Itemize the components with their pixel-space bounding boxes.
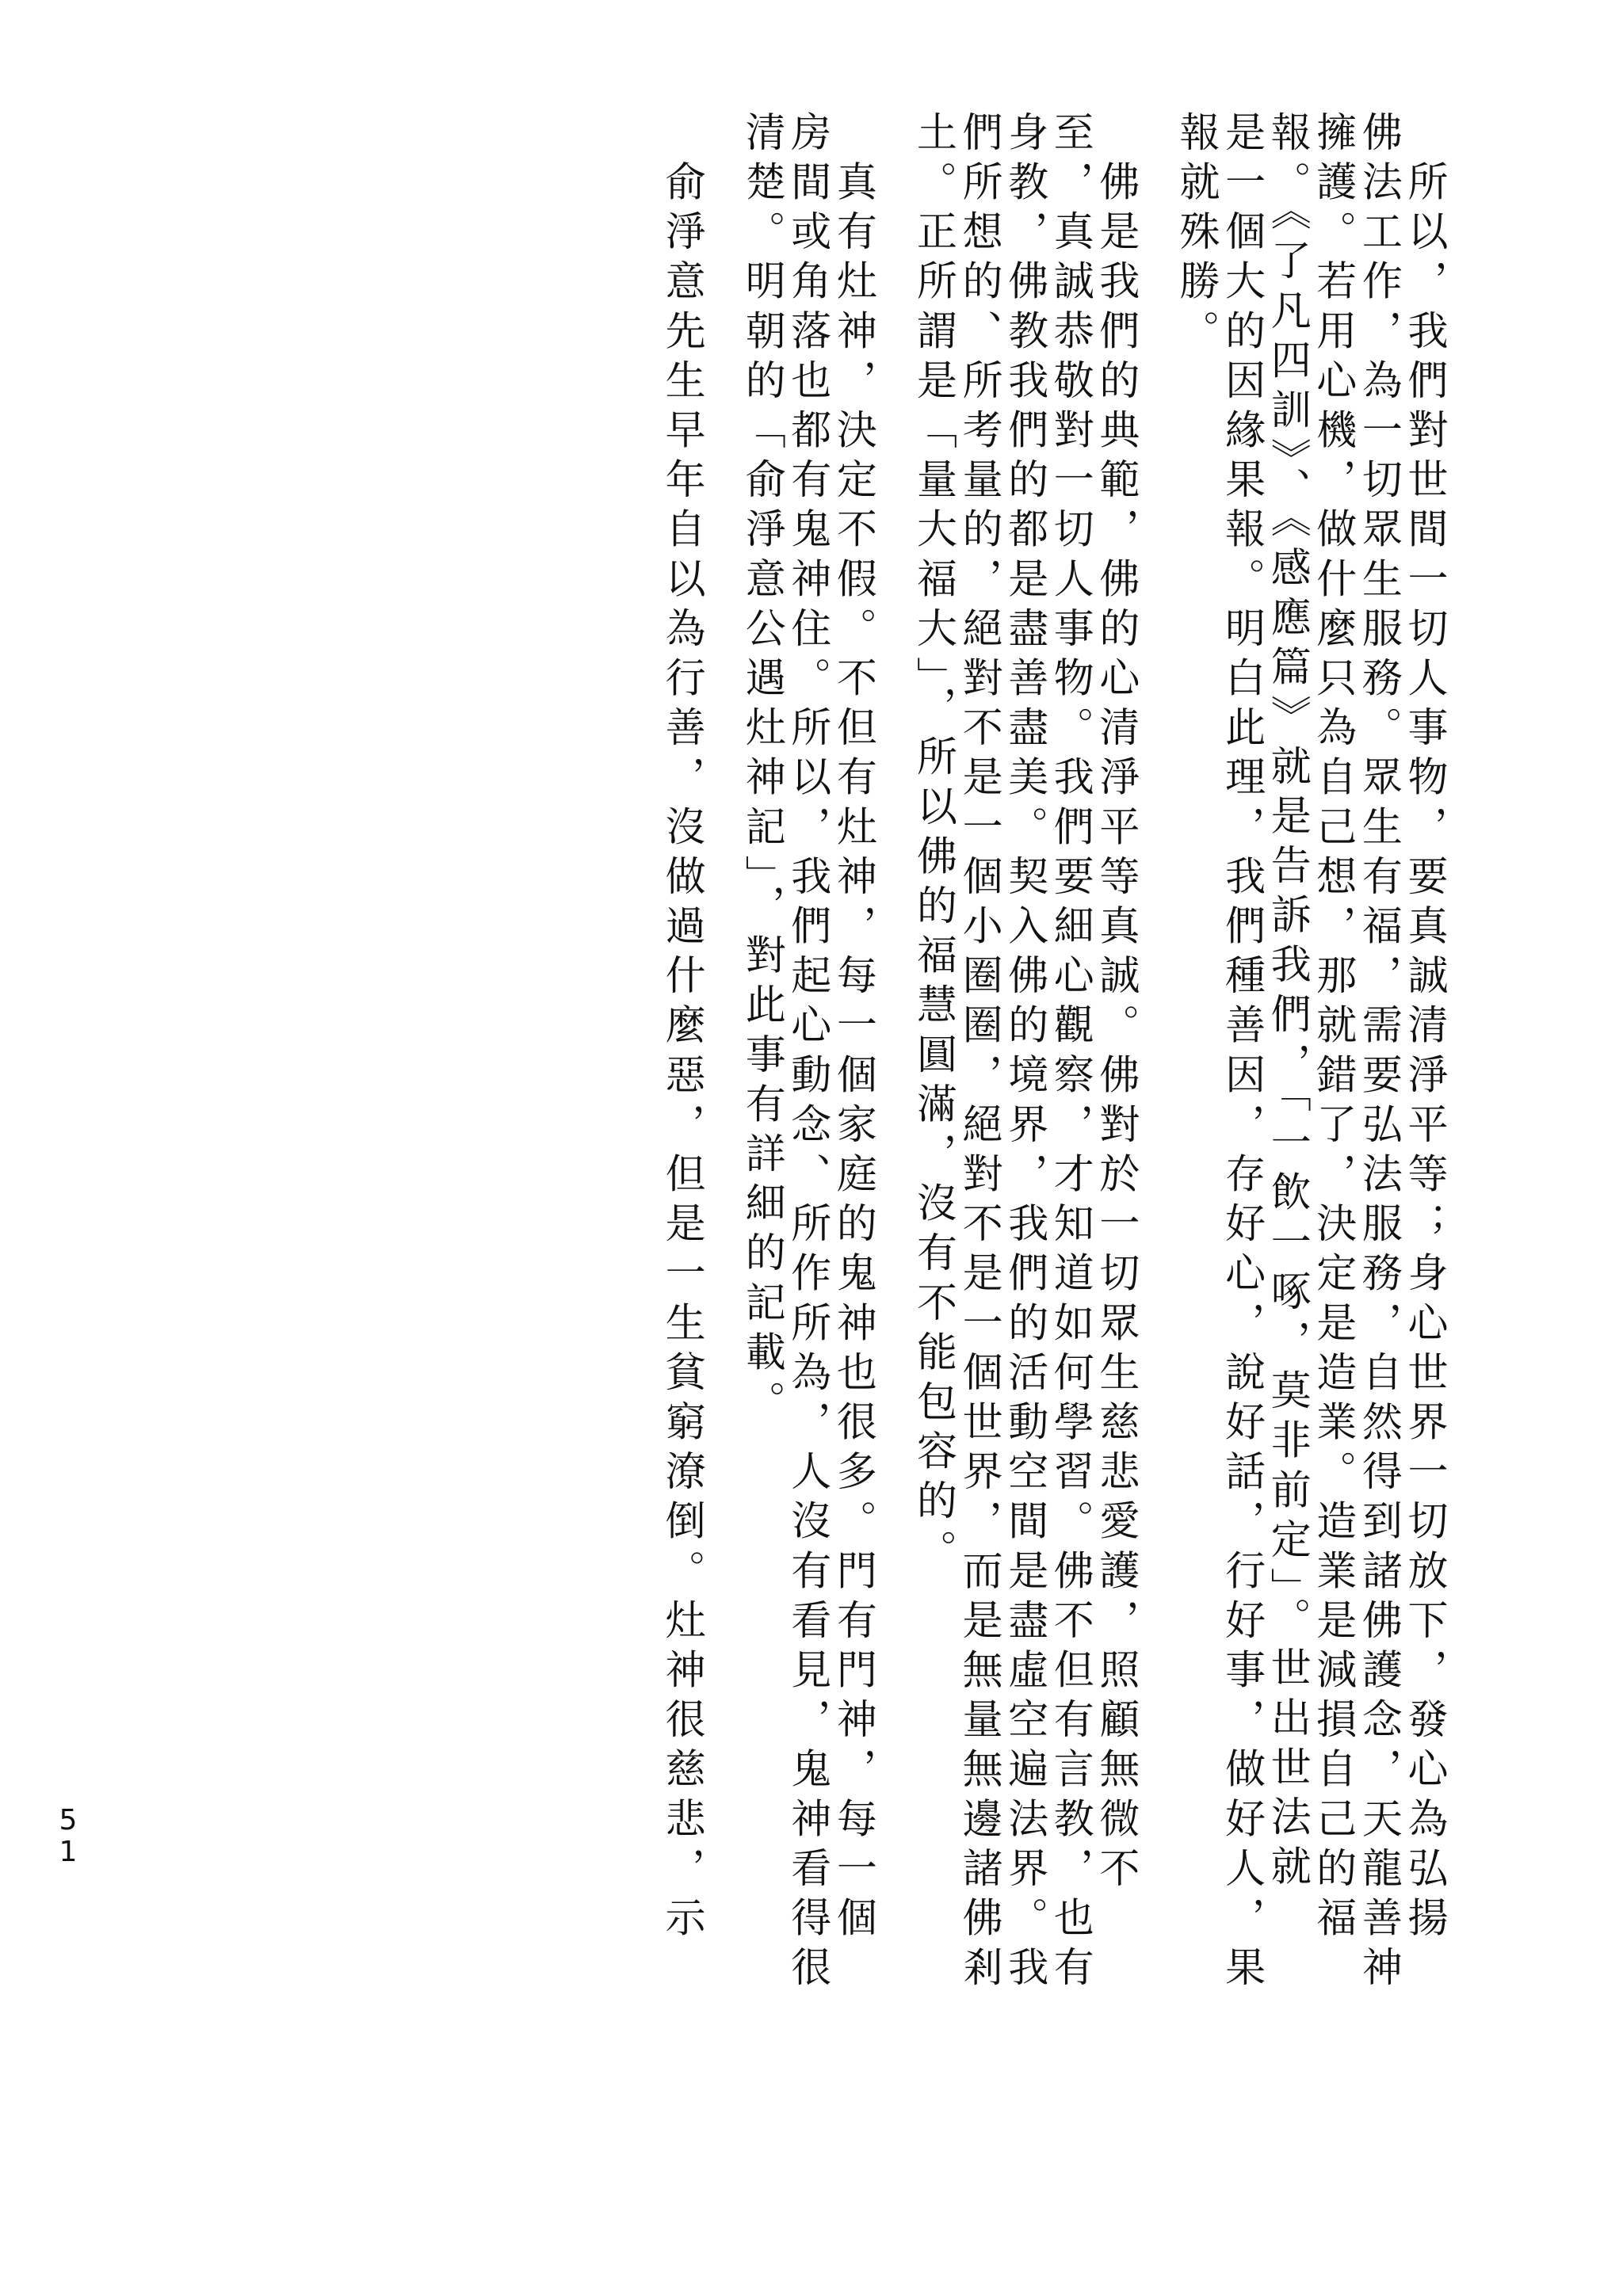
text-column: 真有灶神，決定不假。不但有灶神，每一個家庭的鬼神也很多。門有門神，每一個 [829, 111, 876, 1947]
text-column: 清楚。明朝的「俞淨意公遇灶神記」，對此事有詳細的記載。 [738, 111, 785, 1430]
text-column: 佛法工作，為一切眾生服務。眾生有福，需要弘法服務，自然得到諸佛護念，天龍善神 [1354, 111, 1402, 1996]
page-number: 51 [59, 1804, 78, 1868]
text-column: 佛是我們的典範，佛的心清淨平等真誠。佛對於一切眾生慈悲愛護，照顧無微不 [1091, 111, 1139, 1897]
text-column: 所以，我們對世間一切人事物，要真誠清淨平等；身心世界一切放下，發心為弘揚 [1400, 111, 1447, 1947]
text-column: 土。正所謂是「量大福大」，所以佛的福慧圓滿，沒有不能包容的。 [909, 111, 957, 1579]
text-column: 報。《了凡四訓》、《感應篇》就是告訴我們，「一飲一啄，莫非前定」。世出世法就 [1263, 111, 1311, 1895]
text-column: 俞淨意先生早年自以為行善，沒做過什麼惡，但是一生貧窮潦倒。灶神很慈悲，示 [658, 111, 705, 1947]
text-column: 報就殊勝。 [1172, 111, 1219, 359]
text-column: 房間或角落也都有鬼神住。所以，我們起心動念、所作所為，人沒有看見，鬼神看得很 [783, 111, 831, 1996]
text-column: 擁護。若用心機，做什麼只為自己想，那就錯了，決定是造業。造業是減損自己的福 [1308, 111, 1356, 1947]
text-column: 至，真誠恭敬對一切人事物。我們要細心觀察，才知道如何學習。佛不但有言教，也有 [1046, 111, 1094, 1996]
text-column: 們所想的、所考量的，絕對不是一個小圈圈，絕對不是一個世界，而是無量無邊諸佛剎 [955, 111, 1002, 1996]
text-column: 是一個大的因緣果報。明白此理，我們種善因，存好心，說好話，行好事，做好人，果 [1217, 111, 1265, 1996]
text-column: 身教，佛教我們的都是盡善盡美。契入佛的境界，我們的活動空間是盡虛空遍法界。我 [1000, 111, 1048, 1996]
